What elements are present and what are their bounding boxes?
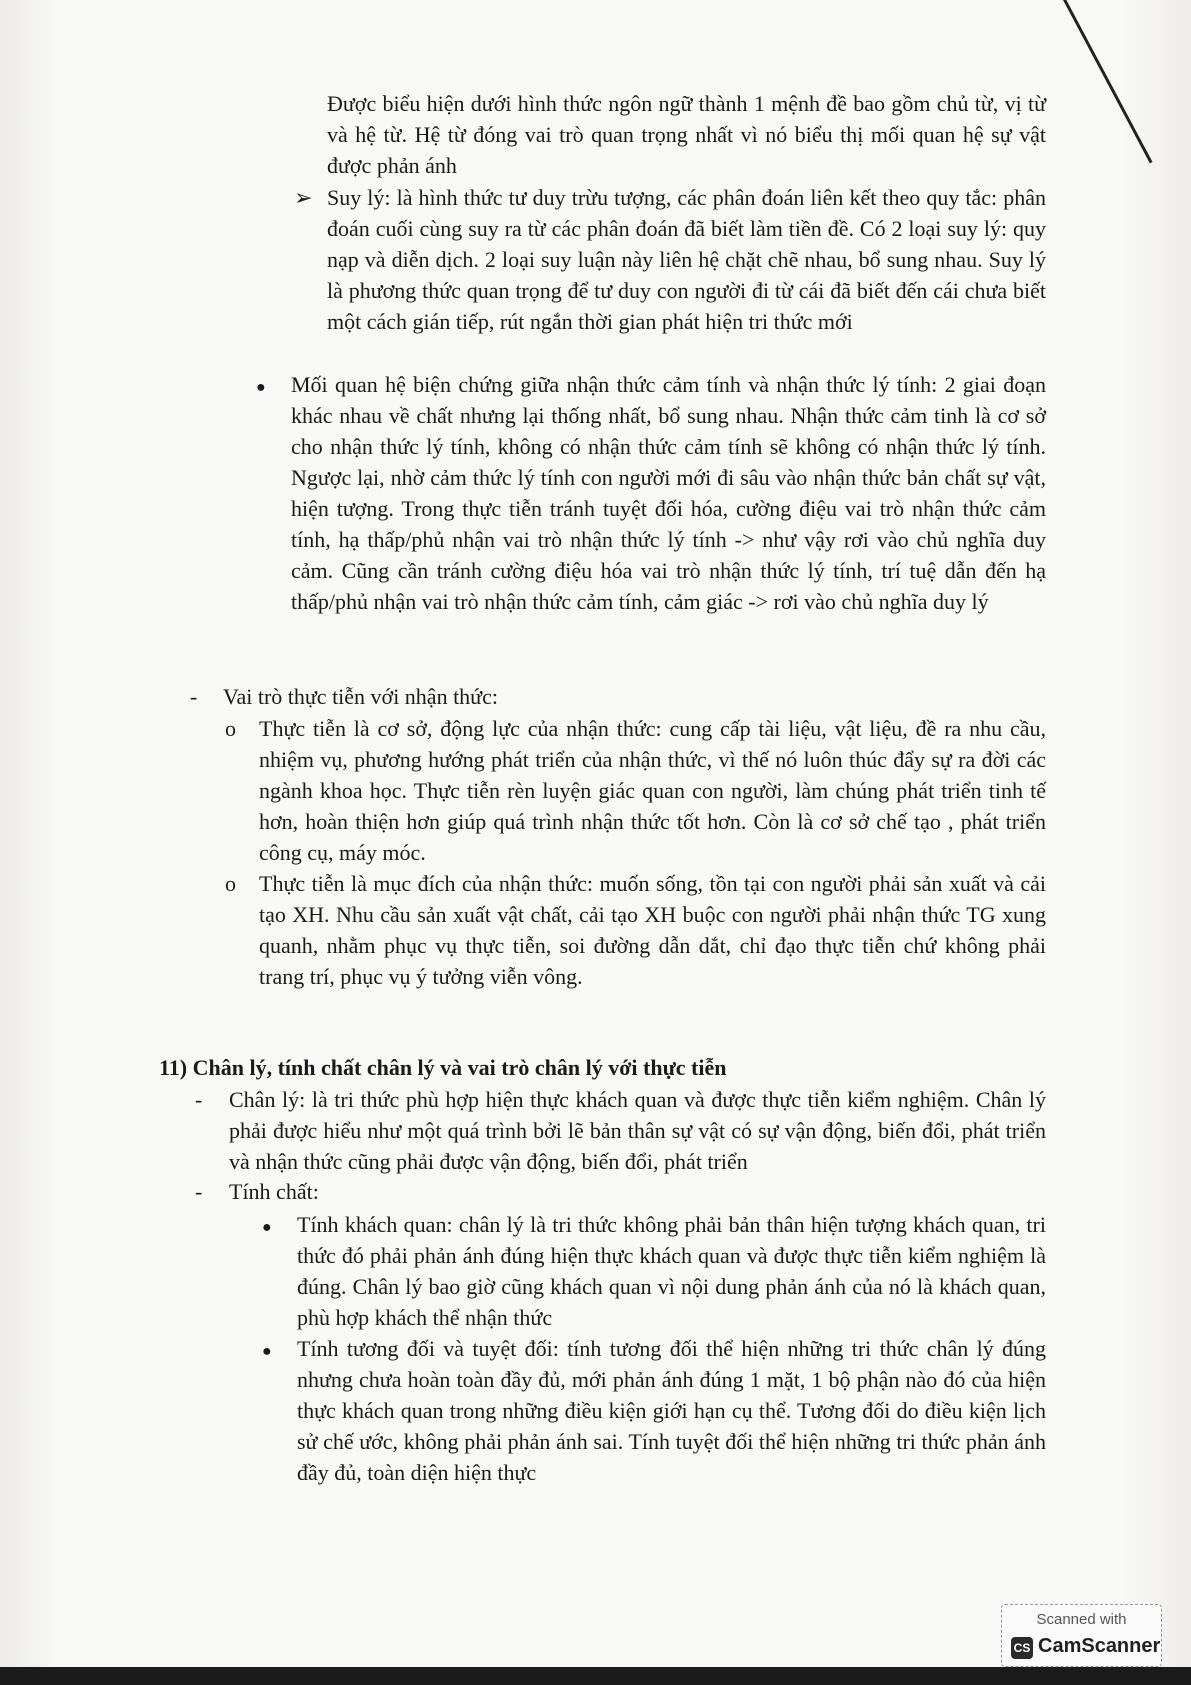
practice-item-basis: Thực tiễn là cơ sở, động lực của nhận thức: cung cấp tài liệu, vật liệu, đề ra nhu cầu, nhiệm vụ, phương hướng phát triển của nhận thức, vì thế nó luôn thúc đẩy sự ra đời các ngành khoa học. Thực tiễn rèn luyện giác quan con người, làm chúng phát triển tinh tế hơn, hoàn thiện hơn giúp quá trình nhận thức tốt hơn. Còn là cơ sở chế tạo , phát triển công cụ, máy móc. (259, 716, 1046, 865)
camscanner-logo-icon: CS (1011, 1637, 1033, 1659)
properties-heading: Tính chất: (229, 1179, 319, 1204)
scan-bottom-edge (0, 1667, 1191, 1685)
truth-definition-paragraph: Chân lý: là tri thức phù hợp hiện thực khách quan và được thực tiễn kiểm nghiệm. Chân lý phải được hiểu như một quá trình bởi lẽ bản thân sự vật có sự vận động, biến đổi, phát triển và nhận thức cũng phải được vận động, biến đổi, phát triển (229, 1087, 1046, 1174)
property-relativity: Tính tương đối và tuyệt đối: tính tương đối thể hiện những tri thức chân lý đúng nhưng chưa hoàn toàn đầy đủ, mới phản ánh đúng 1 mặt, 1 bộ phận nào đó của hiện thực khách quan trong những điều kiện giới hạn cụ thể. Tương đối do điều kiện lịch sử chế ước, không phải phản ánh sai. Tính tuyệt đối thể hiện những tri thức phản ánh đầy đủ, toàn diện hiện thực (297, 1336, 1046, 1485)
section-11-heading: 11) Chân lý, tính chất chân lý và vai trò chân lý với thực tiễn (159, 1055, 727, 1080)
arrow-bullet-icon: ➢ (294, 185, 313, 210)
scanned-with-label: Scanned with (1036, 1611, 1127, 1628)
dialectic-paragraph: Mối quan hệ biện chứng giữa nhận thức cảm tính và nhận thức lý tính: 2 giai đoạn khác nhau về chất nhưng lại thống nhất, bổ sung nhau. Nhận thức cảm tinh là cơ sở cho nhận thức lý tính, không có nhận thức cảm tính sẽ không có nhận thức lý tính. Ngược lại, nhờ cảm thức lý tính con người mới đi sâu vào nhận thức bản chất sự vật, hiện tượng. Trong thực tiễn tránh tuyệt đối hóa, cường điệu vai trò nhận thức cảm tính, hạ thấp/phủ nhận vai trò nhận thức lý tính -> như vậy rơi vào chủ nghĩa duy cảm. Cũng cần tránh cường điệu hóa vai trò nhận thức lý tính, trí tuệ dẫn đến hạ thấp/phủ nhận vai trò nhận thức cảm tính, cảm giác -> rơi vào chủ nghĩa duy lý (291, 372, 1046, 614)
dash-bullet-icon: - (190, 684, 198, 709)
property-objectivity: Tính khách quan: chân lý là tri thức không phải bản thân hiện tượng khách quan, tri thức đó phải phản ánh đúng hiện thực khách quan và được thực tiễn kiểm nghiệm là đúng. Chân lý bao giờ cũng khách quan vì nội dung phản ánh của nó là khách quan, phù hợp khách thể nhận thức (297, 1212, 1046, 1330)
bullet-dot-icon: ● (256, 379, 266, 396)
camscanner-name: CamScanner (1038, 1635, 1161, 1657)
bullet-dot-icon: ● (262, 1343, 272, 1360)
judgment-paragraph: Được biểu hiện dưới hình thức ngôn ngữ thành 1 mệnh đề bao gồm chủ từ, vị từ và hệ từ. Hệ từ đóng vai trò quan trọng nhất vì nó biểu thị mối quan hệ sự vật được phản ánh (327, 91, 1046, 178)
practice-item-purpose: Thực tiễn là mục đích của nhận thức: muốn sống, tồn tại con người phải sản xuất và cải tạo XH. Nhu cầu sản xuất vật chất, cải tạo XH buộc con người phải nhận thức TG xung quanh, nhằm phục vụ thực tiễn, soi đường dẫn dắt, chỉ đạo thực tiễn chứ không phải trang trí, phục vụ ý tưởng viễn vông. (259, 871, 1046, 989)
dash-bullet-icon: - (195, 1179, 203, 1204)
bullet-dot-icon: ● (262, 1219, 272, 1236)
circle-bullet-icon: o (225, 716, 236, 741)
camscanner-watermark (1001, 1604, 1162, 1667)
practice-heading: Vai trò thực tiễn với nhận thức: (223, 684, 498, 709)
inference-paragraph: Suy lý: là hình thức tư duy trừu tượng, các phân đoán liên kết theo quy tắc: phân đoán cuối cùng suy ra từ các phân đoán đã biết làm tiền đề. Có 2 loại suy lý: quy nạp và diễn dịch. 2 loại suy luận này liên hệ chặt chẽ nhau, bổ sung nhau. Suy lý là phương thức quan trọng để tư duy con người đi từ cái đã biết đến cái chưa biết một cách gián tiếp, rút ngắn thời gian phát hiện tri thức mới (327, 185, 1046, 334)
dash-bullet-icon: - (195, 1087, 203, 1112)
circle-bullet-icon: o (225, 871, 236, 896)
